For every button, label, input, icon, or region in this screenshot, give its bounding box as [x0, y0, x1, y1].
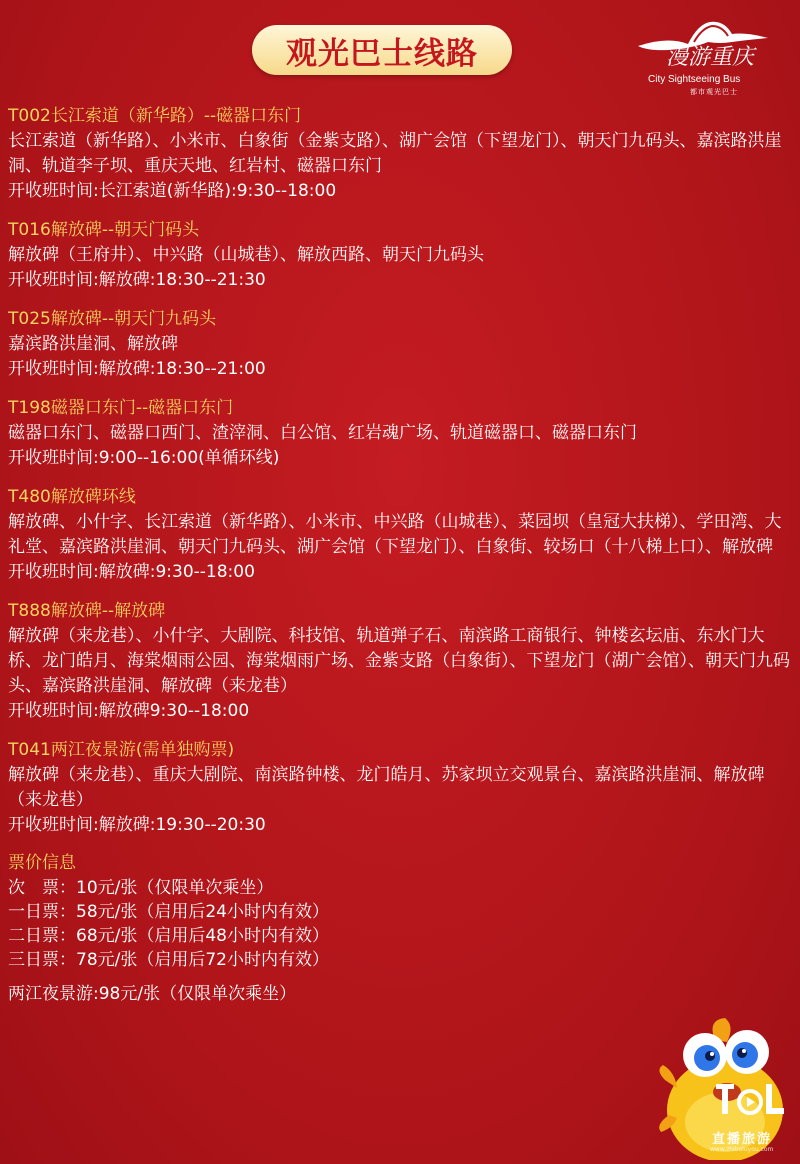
watermark-logo-icon [710, 1080, 790, 1124]
ticket-row: 二日票：68元/张（启用后48小时内有效） [8, 926, 329, 946]
route-hours: 开收班时间:解放碑:9:30--18:00 [8, 562, 255, 582]
route-t888 [8, 598, 794, 724]
route-stops: 长江索道（新华路）、小米市、白象街（金紫支路）、湖广会馆（下望龙门）、朝天门九码头、嘉滨路洪崖洞、轨道李子坝、重庆天地、红岩村、磁器口东门 [8, 131, 782, 176]
route-hours: 开收班时间:解放碑:19:30--20:30 [8, 815, 266, 835]
page-title-banner [252, 25, 512, 75]
logo-name-en: City Sightseeing Bus [648, 74, 741, 85]
route-stops: 解放碑（王府井）、中兴路（山城巷）、解放西路、朝天门九码头 [8, 245, 484, 265]
route-t041 [8, 737, 794, 838]
ticket-info-title: 票价信息 [8, 853, 76, 873]
route-title: T480解放碑环线 [8, 487, 136, 507]
route-stops: 解放碑（来龙巷）、小什字、大剧院、科技馆、轨道弹子石、南滨路工商银行、钟楼玄坛庙、东水门大桥、龙门皓月、海棠烟雨公园、海棠烟雨广场、金紫支路（白象街）、下望龙门（湖广会馆）、朝天门九码头、嘉滨路洪崖洞、解放碑（来龙巷） [8, 626, 790, 696]
logo-subtitle: 都市观光巴士 [690, 88, 738, 96]
ticket-row-night-tour: 两江夜景游:98元/张（仅限单次乘坐） [8, 984, 297, 1004]
ticket-row: 次 票：10元/张（仅限单次乘坐） [8, 878, 274, 898]
logo-name-cn: 漫游重庆 [666, 45, 755, 70]
route-stops: 嘉滨路洪崖洞、解放碑 [8, 334, 178, 354]
route-title: T025解放碑--朝天门九码头 [8, 309, 217, 329]
route-hours: 开收班时间:解放碑:18:30--21:00 [8, 359, 266, 379]
route-title: T198磁器口东门--磁器口东门 [8, 398, 234, 418]
route-title: T002长江索道（新华路）--磁器口东门 [8, 106, 302, 126]
route-stops: 磁器口东门、磁器口西门、渣滓洞、白公馆、红岩魂广场、轨道磁器口、磁器口东门 [8, 423, 637, 443]
live-travel-watermark [710, 1080, 790, 1160]
route-t198 [8, 395, 794, 471]
route-t002 [8, 103, 794, 204]
route-hours: 开收班时间:解放碑:18:30--21:30 [8, 270, 266, 290]
route-hours: 开收班时间:长江索道(新华路):9:30--18:00 [8, 181, 337, 201]
route-stops: 解放碑、小什字、长江索道（新华路）、小米市、中兴路（山城巷）、菜园坝（皇冠大扶梯）、学田湾、大礼堂、嘉滨路洪崖洞、朝天门九码头、湖广会馆（下望龙门）、白象街、较场口（十八梯上口）、解放碑 [8, 512, 782, 557]
ticket-info [8, 851, 794, 1006]
ticket-row: 三日票：78元/张（启用后72小时内有效） [8, 950, 329, 970]
route-hours: 开收班时间:9:00--16:00(单循环线) [8, 448, 280, 468]
ticket-row: 一日票：58元/张（启用后24小时内有效） [8, 902, 329, 922]
route-hours: 开收班时间:解放碑9:30--18:00 [8, 701, 250, 721]
route-t025 [8, 306, 794, 382]
route-t480 [8, 484, 794, 585]
route-title: T888解放碑--解放碑 [8, 601, 166, 621]
route-title: T016解放碑--朝天门码头 [8, 220, 200, 240]
page-title: 观光巴士线路 [286, 35, 478, 72]
city-sightseeing-logo [628, 18, 778, 98]
route-title: T041两江夜景游(需单独购票) [8, 740, 235, 760]
watermark-url: www.zhiboluyou.com [710, 1146, 774, 1153]
route-t016 [8, 217, 794, 293]
route-stops: 解放碑（来龙巷）、重庆大剧院、南滨路钟楼、龙门皓月、苏家坝立交观景台、嘉滨路洪崖洞、解放碑（来龙巷） [8, 765, 765, 810]
routes-list [8, 103, 794, 1006]
watermark-text: 直播旅游 [712, 1132, 773, 1147]
